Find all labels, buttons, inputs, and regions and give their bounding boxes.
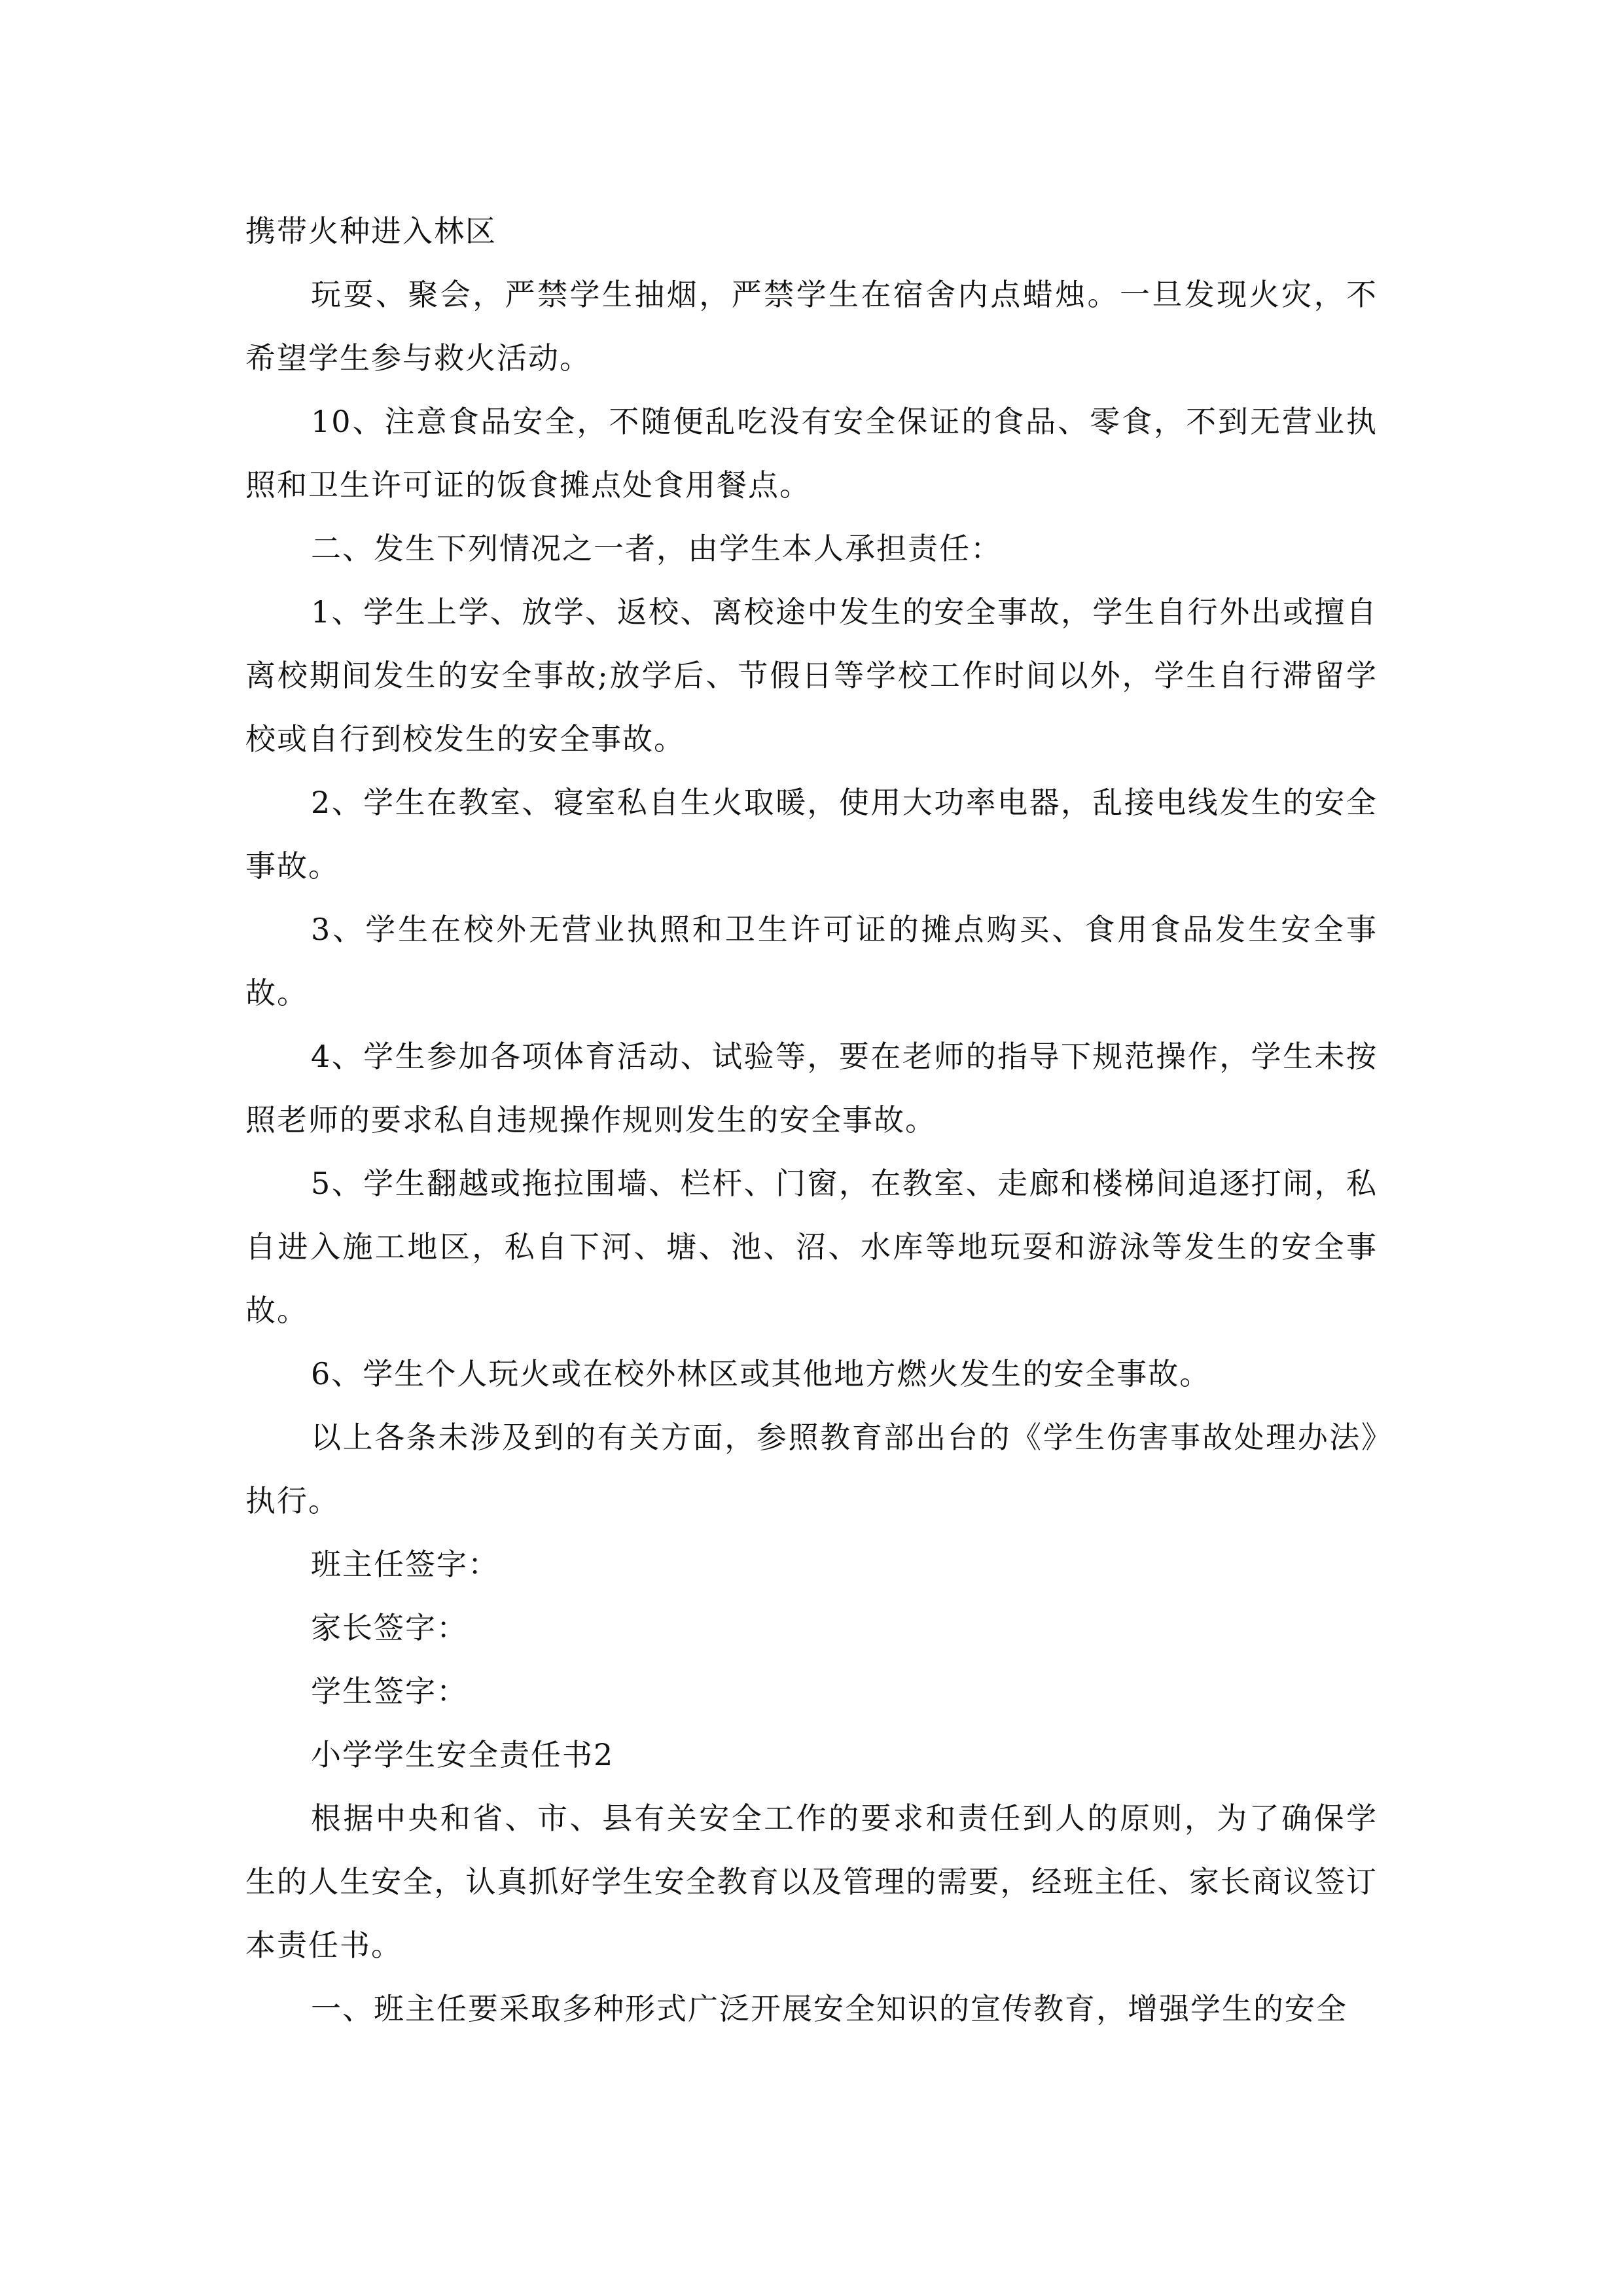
paragraph-introduction: 根据中央和省、市、县有关安全工作的要求和责任到人的原则，为了确保学生的人生安全，认真抓好学生安全教育以及管理的需要，经班主任、家长商议签订本责任书。	[245, 1801, 1378, 1963]
paragraph-fire-safety: 玩耍、聚会，严禁学生抽烟，严禁学生在宿舍内点蜡烛。一旦发现火灾，不希望学生参与救火活动。	[245, 277, 1378, 376]
signature-line-parent: 家长签字：	[311, 1610, 468, 1645]
document-page	[245, 200, 1378, 2041]
paragraph-item-2: 2、学生在教室、寝室私自生火取暖，使用大功率电器，乱接电线发生的安全事故。	[245, 785, 1378, 884]
paragraph-section-one: 一、班主任要采取多种形式广泛开展安全知识的宣传教育，增强学生的安全	[311, 1991, 1347, 2026]
paragraph-item-5: 5、学生翻越或拖拉围墙、栏杆、门窗，在教室、走廊和楼梯间追逐打闹，私自进入施工地区，私自下河、塘、池、沼、水库等地玩耍和游泳等发生的安全事故。	[245, 1166, 1378, 1328]
paragraph-continuation: 携带火种进入林区	[245, 213, 497, 249]
paragraph-item-3: 3、学生在校外无营业执照和卫生许可证的摊点购买、食用食品发生安全事故。	[245, 912, 1378, 1011]
paragraph-other-matters: 以上各条未涉及到的有关方面，参照教育部出台的《学生伤害事故处理办法》执行。	[245, 1420, 1378, 1518]
document-subtitle: 小学学生安全责任书2	[311, 1737, 615, 1772]
signature-line-student: 学生签字：	[311, 1674, 468, 1709]
paragraph-item-6: 6、学生个人玩火或在校外林区或其他地方燃火发生的安全事故。	[311, 1356, 1211, 1391]
paragraph-item-4: 4、学生参加各项体育活动、试验等，要在老师的指导下规范操作，学生未按照老师的要求私自违规操作规则发生的安全事故。	[245, 1039, 1378, 1138]
section-heading-student-responsibility: 二、发生下列情况之一者，由学生本人承担责任：	[311, 531, 1002, 566]
signature-line-teacher: 班主任签字：	[311, 1547, 499, 1582]
paragraph-item-1: 1、学生上学、放学、返校、离校途中发生的安全事故，学生自行外出或擅自离校期间发生的安全事故;放学后、节假日等学校工作时间以外，学生自行滞留学校或自行到校发生的安全事故。	[245, 594, 1378, 757]
paragraph-item-10-food-safety: 10、注意食品安全，不随便乱吃没有安全保证的食品、零食，不到无营业执照和卫生许可证的饭食摊点处食用餐点。	[245, 404, 1378, 503]
